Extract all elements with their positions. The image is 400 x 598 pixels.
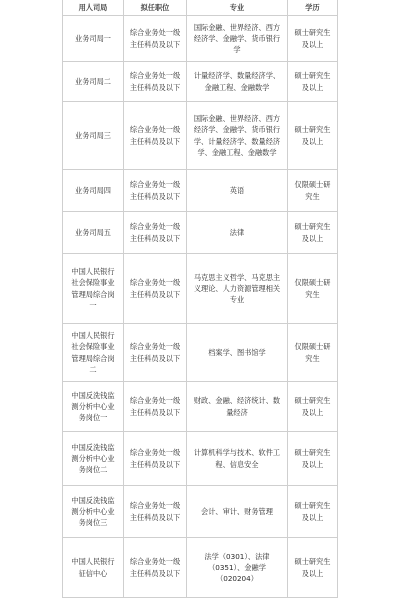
cell-major [187,212,288,254]
cell-position [124,382,187,432]
cell-dept-text: 中国反洗钱监 测分析中心业 务岗位三 [71,495,115,528]
cell-dept-text: 中国反洗钱监 测分析中心业 务岗位一 [71,390,115,423]
cell-degree-text: 硕士研究生 及以上 [294,501,331,522]
cell-dept-text: 业务司局三 [75,130,111,140]
cell-degree-text: 硕士研究生 及以上 [294,222,331,243]
table-row [63,324,338,382]
table-row [63,486,338,538]
recruitment-table-container [62,0,337,598]
cell-major [187,432,288,486]
cell-major [187,254,288,324]
cell-degree [288,324,338,382]
cell-dept-text: 中国反洗钱监 测分析中心业 务岗位二 [71,442,115,475]
cell-dept [63,324,124,382]
cell-position-text: 综合业务处一级 主任科员及以下 [129,71,181,92]
cell-dept [63,16,124,62]
cell-degree-text: 硕士研究生 及以上 [294,125,331,146]
recruitment-table [62,0,338,598]
cell-dept-text: 业务司局四 [75,185,111,195]
cell-major-text: 法律 [229,227,245,237]
cell-dept [63,486,124,538]
cell-position [124,170,187,212]
cell-major-text: 英语 [229,185,245,195]
cell-degree [288,62,338,102]
table-row [63,212,338,254]
cell-major [187,486,288,538]
cell-dept [63,432,124,486]
cell-dept-text: 中国人民银行 社会保险事业 管理局综合岗 一 [71,267,115,310]
cell-degree-text: 硕士研究生 及以上 [294,71,331,92]
cell-major-text: 财政、金融、经济统计、数 量经济 [193,396,281,417]
cell-position [124,254,187,324]
cell-degree [288,432,338,486]
header-dept: 用人司局 [63,0,124,16]
cell-degree [288,538,338,598]
cell-position [124,432,187,486]
table-row [63,102,338,170]
cell-dept [63,62,124,102]
cell-degree-text: 硕士研究生 及以上 [294,396,331,417]
table-row [63,254,338,324]
header-position: 拟任职位 [124,0,187,16]
table-row [63,538,338,598]
cell-degree-text: 仅限硕士研 究生 [294,180,331,201]
cell-degree-text: 硕士研究生 及以上 [294,448,331,469]
table-row [63,432,338,486]
cell-dept [63,170,124,212]
table-row [63,382,338,432]
cell-degree [288,382,338,432]
cell-position [124,102,187,170]
cell-degree [288,102,338,170]
cell-dept-text: 业务司局二 [75,76,111,86]
cell-degree [288,170,338,212]
cell-major-text: 会计、审计、财务管理 [201,506,273,516]
cell-major-text: 国际金融、世界经济、西方 经济学、金融学、货币银行 学 [193,22,281,55]
cell-major-text: 国际金融、世界经济、西方 经济学、金融学、货币银行 学、计量经济学、数量经济 学、金融工程、金融数学 [193,114,281,157]
cell-position-text: 综合业务处一级 主任科员及以下 [129,501,181,522]
cell-position-text: 综合业务处一级 主任科员及以下 [129,396,181,417]
cell-position-text: 综合业务处一级 主任科员及以下 [129,342,181,363]
cell-position-text: 综合业务处一级 主任科员及以下 [129,125,181,146]
cell-position [124,16,187,62]
cell-major-text: 计算机科学与技术、软件工 程、信息安全 [193,448,281,469]
cell-degree [288,16,338,62]
cell-degree-text: 仅限硕士研 究生 [294,278,331,299]
cell-degree [288,212,338,254]
cell-dept-text: 业务司局五 [75,227,111,237]
cell-major [187,324,288,382]
cell-degree-text: 仅限硕士研 究生 [294,342,331,363]
cell-position-text: 综合业务处一级 主任科员及以下 [129,557,181,578]
cell-position [124,212,187,254]
cell-degree-text: 硕士研究生 及以上 [294,28,331,49]
cell-position [124,538,187,598]
cell-major-text: 马克思主义哲学、马克思主 义理论、人力资源管理相关 专业 [193,272,281,305]
cell-major-text: 档案学、图书馆学 [208,347,266,357]
table-header-row [63,0,338,16]
cell-position-text: 综合业务处一级 主任科员及以下 [129,28,181,49]
cell-dept-text: 业务司局一 [75,33,111,43]
cell-degree [288,254,338,324]
cell-major [187,62,288,102]
cell-position-text: 综合业务处一级 主任科员及以下 [129,222,181,243]
cell-major [187,538,288,598]
cell-position-text: 综合业务处一级 主任科员及以下 [129,180,181,201]
cell-dept [63,102,124,170]
cell-dept-text: 中国人民银行 社会保险事业 管理局综合岗 二 [71,331,115,374]
header-degree: 学历 [288,0,338,16]
cell-dept [63,212,124,254]
cell-major-text: 计量经济学、数量经济学、 金融工程、金融数学 [193,71,281,92]
cell-major [187,170,288,212]
cell-dept-text: 中国人民银行 征信中心 [71,557,115,578]
table-row [63,170,338,212]
cell-dept [63,382,124,432]
cell-dept [63,538,124,598]
cell-major-text: 法学（0301）、法律 （0351）、金融学 （020204） [204,551,270,584]
cell-position [124,324,187,382]
cell-degree [288,486,338,538]
cell-major [187,382,288,432]
table-row [63,16,338,62]
table-body [63,16,338,598]
cell-degree-text: 硕士研究生 及以上 [294,557,331,578]
header-major: 专业 [187,0,288,16]
cell-dept [63,254,124,324]
table-row [63,62,338,102]
cell-major [187,16,288,62]
cell-major [187,102,288,170]
cell-position-text: 综合业务处一级 主任科员及以下 [129,448,181,469]
cell-position [124,62,187,102]
cell-position-text: 综合业务处一级 主任科员及以下 [129,278,181,299]
cell-position [124,486,187,538]
